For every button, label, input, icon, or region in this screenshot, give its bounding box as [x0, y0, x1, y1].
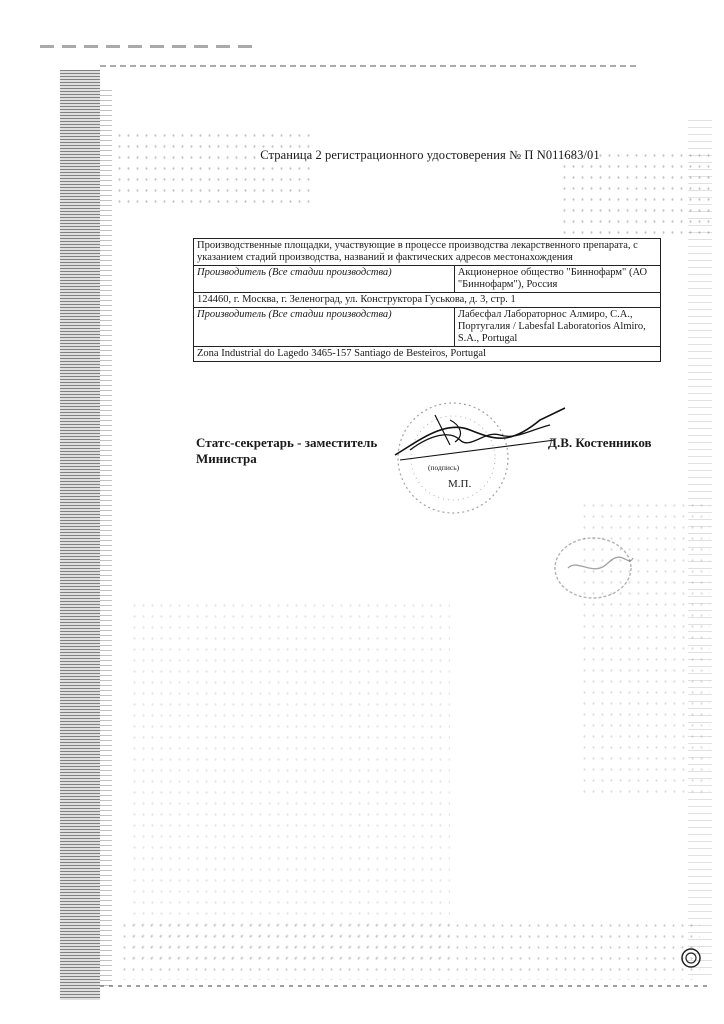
scan-edge-left-inner: [100, 90, 112, 990]
scan-edge-top-inner: [100, 65, 640, 67]
manufacturers-table: [193, 238, 661, 362]
signature-caption: (подпись): [428, 463, 460, 472]
signer-title-line: Статс-секретарь - заместитель: [196, 435, 378, 450]
table-heading: Производственные площадки, участвующие в процессе производства лекарственного препарата, с указанием стадий производства, названий и фактических адресов местонахождения: [194, 239, 661, 266]
signer-title: [196, 435, 377, 467]
table-row: [194, 308, 661, 347]
manufacturer-name: Акционерное общество "Биннофарм" (АО "Биннофарм"), Россия: [454, 266, 660, 293]
table-row: [194, 266, 661, 293]
table-row: [194, 293, 661, 308]
faint-stamp: [548, 528, 648, 608]
manufacturer-role: Производитель (Все стадии производства): [194, 308, 455, 347]
registered-mark-icon: [680, 947, 702, 969]
scan-edge-top: [40, 45, 260, 48]
table-row: [194, 239, 661, 266]
scan-noise: [120, 920, 700, 980]
stamp-place-label: М.П.: [448, 478, 472, 490]
signer-name: Д.В. Костенников: [548, 435, 652, 450]
manufacturer-address: Zona Industrial do Lagedo 3465-157 Santiago de Besteiros, Portugal: [194, 347, 661, 362]
signature-scribble: [390, 400, 570, 470]
manufacturer-role: Производитель (Все стадии производства): [194, 266, 455, 293]
scan-edge-left: [60, 70, 100, 1000]
scan-edge-bottom: [100, 985, 710, 987]
manufacturer-address: 124460, г. Москва, г. Зеленоград, ул. Конструктора Гуськова, д. 3, стр. 1: [194, 293, 661, 308]
signer-title-line: Министра: [196, 451, 257, 466]
scan-noise: [560, 150, 710, 240]
manufacturer-name: Лабесфал Лабораторнос Алмиро, С.А., Португалия / Labesfal Laboratorios Almiro, S.A., Portugal: [454, 308, 660, 347]
page-header: Страница 2 регистрационного удостоверения № П N011683/01: [260, 148, 600, 162]
table-row: [194, 347, 661, 362]
scan-noise: [130, 600, 450, 960]
scan-noise: [115, 130, 315, 210]
